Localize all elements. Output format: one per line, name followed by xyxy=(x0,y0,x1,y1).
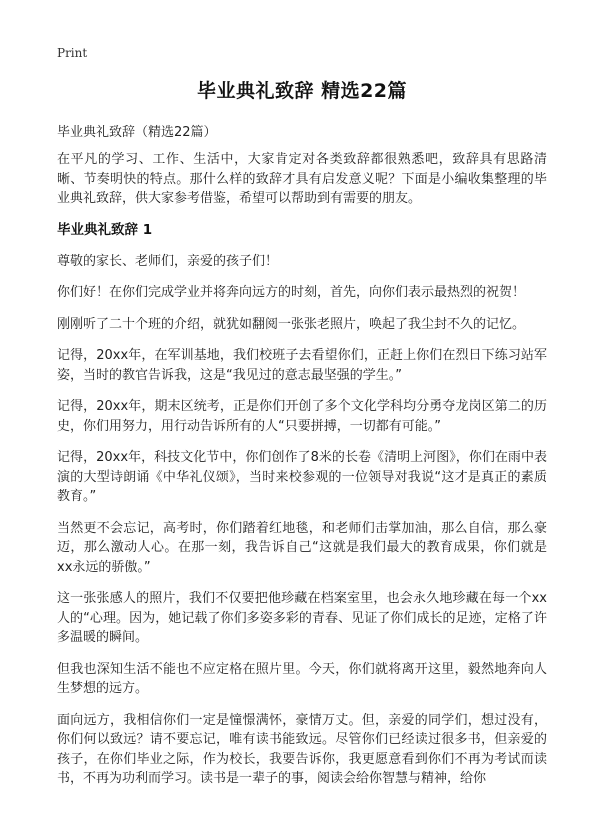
article-body xyxy=(57,150,547,801)
body-paragraph: 尊敬的家长、老师们，亲爱的孩子们！ xyxy=(57,253,279,269)
body-paragraph: 但我也深知生活不能也不应定格在照片里。今天，你们就将离开这里，毅然地奔向人生梦想的远方。 xyxy=(57,661,547,696)
intro-paragraph: 在平凡的学习、工作、生活中，大家肯定对各类致辞都很熟悉吧，致辞具有思路清晰、节奏明快的特点。那什么样的致辞才具有启发意义呢？下面是小编收集整理的毕业典礼致辞，供大家参考借鉴，希望可以帮助到有需要的朋友。 xyxy=(57,152,547,206)
page-title: 毕业典礼致辞 精选22篇 xyxy=(196,80,408,102)
print-link[interactable]: Print xyxy=(57,46,88,60)
body-paragraph: 这一张张感人的照片，我们不仅要把他珍藏在档案室里，也会永久地珍藏在每一个xx人的“心理。因为，她记载了你们多姿多彩的青春、见证了你们成长的足迹，定格了许多温暖的瞬间。 xyxy=(57,591,547,645)
body-paragraph: 记得，20xx年，期末区统考，正是你们开创了多个文化学科均分勇夺龙岗区第二的历史，你们用努力，用行动告诉所有的人“只要拼搏，一切都有可能。” xyxy=(57,399,547,434)
body-paragraph: 记得，20xx年，科技文化节中，你们创作了8米的长卷《清明上河图》，你们在雨中表演的大型诗朗诵《中华礼仪颂》，当时来校参观的一位领导对我说“这才是真正的素质教育。” xyxy=(57,450,547,504)
body-paragraph: 当然更不会忘记，高考时，你们踏着红地毯，和老师们击掌加油，那么自信，那么豪迈，那么激动人心。在那一刻，我告诉自己“这就是我们最大的教育成果，你们就是xx永远的骄傲。” xyxy=(57,520,547,575)
body-paragraph: 你们好！在你们完成学业并将奔向远方的时刻，首先，向你们表示最热烈的祝贺！ xyxy=(57,285,526,300)
body-paragraph: 刚刚听了二十个班的介绍，就犹如翻阅一张张老照片，唤起了我尘封不久的记忆。 xyxy=(57,316,526,332)
body-paragraph: 面向远方，我相信你们一定是憧憬满怀，豪情万丈。但，亲爱的同学们，想过没有，你们何以致远？请不要忘记，唯有读书能致远。尽管你们已经读过很多书，但亲爱的孩子，在你们毕业之际，作为校长，我要告诉你，我更愿意看到你们不再为考试而读书，不再为功利而学习。读书是一辈子的事，阅读会给你智慧与精神，给你 xyxy=(57,712,547,786)
body-paragraph: 记得，20xx年，在军训基地，我们校班子去看望你们，正赶上你们在烈日下练习站军姿，当时的教官告诉我，这是“我见过的意志最坚强的学生。” xyxy=(57,348,547,383)
page-subtitle: 毕业典礼致辞（精选22篇） xyxy=(57,125,217,140)
section-heading: 毕业典礼致辞 1 xyxy=(57,221,153,238)
